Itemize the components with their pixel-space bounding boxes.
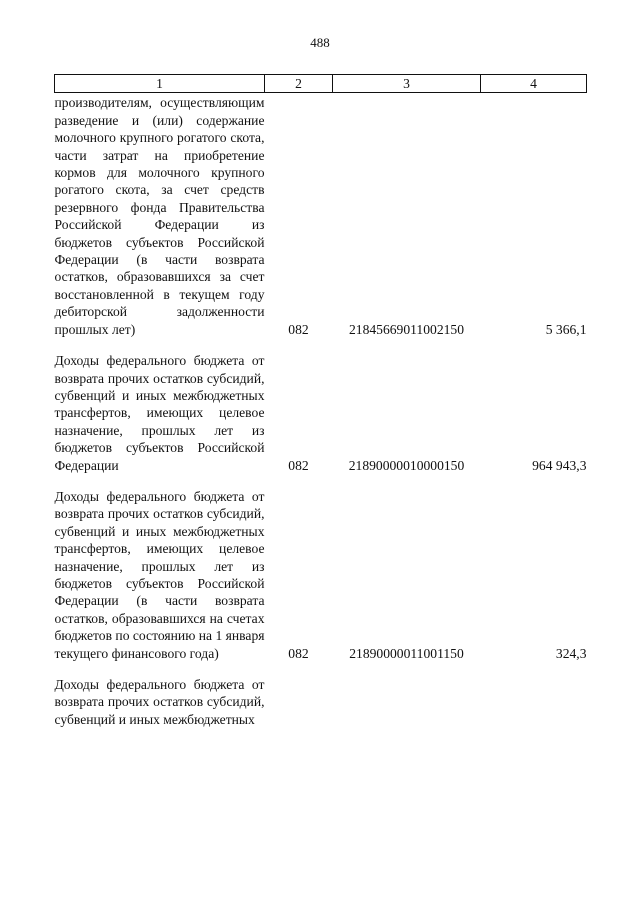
amount: 324,3 <box>555 645 587 661</box>
table-row <box>55 93 587 338</box>
budget-classification-code: 21845669011002150 <box>348 321 465 337</box>
table-row <box>55 676 587 728</box>
amount: 5 366,1 <box>545 321 587 337</box>
administrator-code <box>265 676 333 728</box>
table-row <box>55 352 587 474</box>
table-row <box>55 488 587 662</box>
column-header-2: 2 <box>265 75 333 93</box>
amount <box>481 676 587 728</box>
column-header-4: 4 <box>481 75 587 93</box>
revenue-description: Доходы федерального бюджета от возврата прочих остатков субсидий, субвенций и иных межбюджетных трансфертов, имеющих целевое назначение, прошлых лет из бюджетов субъектов Российской Федерации <box>54 353 265 473</box>
revenue-description: производителям, осуществляющим разведение и (или) содержание молочного крупного рогатого скота, части затрат на приобретение кормов для молочного крупного рогатого скота, за счет средств резервного фонда Правительства Российской Федерации из бюджетов субъектов Российской Федерации (в части возврата остатков, образовавшихся за счет восстановленной в текущем году дебиторской задолженности прошлых лет) <box>54 95 265 337</box>
budget-classification-code: 21890000011001150 <box>349 645 464 661</box>
column-number-header-row <box>55 75 587 93</box>
budget-revenue-table <box>54 74 587 728</box>
budget-classification-code <box>333 676 481 728</box>
column-header-1: 1 <box>55 75 265 93</box>
amount: 964 943,3 <box>532 457 587 473</box>
budget-classification-code: 21890000010000150 <box>348 457 465 473</box>
revenue-description: Доходы федерального бюджета от возврата прочих остатков субсидий, субвенций и иных межбюджетных трансфертов, имеющих целевое назначение, прошлых лет из бюджетов субъектов Российской Федерации (в части возврата остатков, образовавшихся на счетах бюджетов по состоянию на 1 января текущего финансового года) <box>54 488 265 661</box>
administrator-code: 082 <box>288 321 309 337</box>
revenue-description: Доходы федерального бюджета от возврата прочих остатков субсидий, субвенций и иных межбюджетных <box>54 677 265 727</box>
administrator-code: 082 <box>288 457 309 473</box>
page-number: 488 <box>310 35 330 50</box>
column-header-3: 3 <box>333 75 481 93</box>
administrator-code: 082 <box>288 645 309 661</box>
